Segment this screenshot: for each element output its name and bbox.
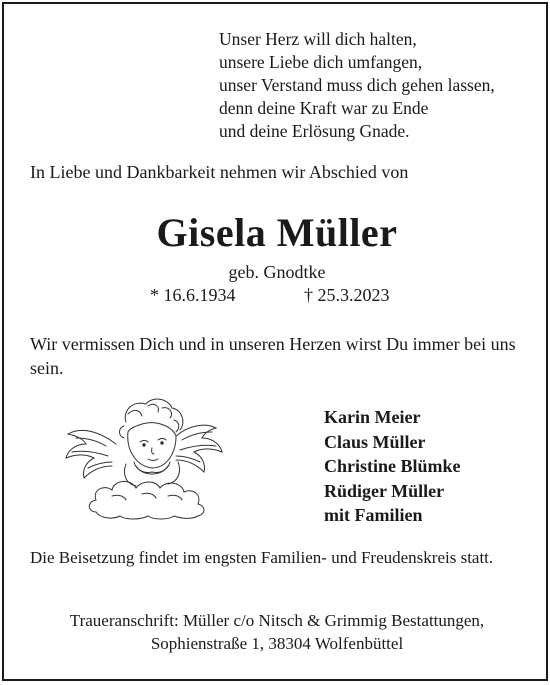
death-date: † 25.3.2023 [304, 285, 390, 305]
poem-line: unsere Liebe dich umfangen, [219, 52, 423, 72]
cherub-angel-illustration [56, 392, 232, 520]
funeral-note: Die Beisetzung findet im engsten Familien- und Freudenskreis statt. [30, 548, 494, 567]
remembrance-text: Wir vermissen Dich und in unseren Herzen wirst Du immer bei uns sein. [30, 334, 516, 378]
deceased-name: Gisela Müller [156, 210, 398, 255]
address-line: Sophienstraße 1, 38304 Wolfenbüttel [150, 634, 404, 653]
poem-line: Unser Herz will dich halten, [219, 29, 417, 49]
mourner-name: Rüdiger Müller [324, 480, 445, 501]
obituary-notice [2, 2, 548, 681]
mourner-name: mit Familien [324, 505, 423, 525]
address-line: Traueranschrift: Müller c/o Nitsch & Grimmig Bestattungen, [69, 611, 485, 630]
birth-date: * 16.6.1934 [150, 285, 236, 305]
birth-name: geb. Gnodtke [228, 262, 326, 282]
mourner-name: Christine Blümke [324, 456, 461, 476]
poem-line: unser Verstand muss dich gehen lassen, [219, 75, 495, 95]
mourners-list [324, 405, 461, 528]
poem-line: denn deine Kraft war zu Ende [219, 98, 429, 118]
poem-line: und deine Erlösung Gnade. [219, 121, 410, 141]
mourner-name: Karin Meier [324, 407, 421, 427]
poem-verse [219, 28, 495, 143]
farewell-intro: In Liebe und Dankbarkeit nehmen wir Abschied von [30, 162, 409, 182]
mourning-address [4, 609, 550, 655]
mourner-name: Claus Müller [324, 431, 426, 452]
